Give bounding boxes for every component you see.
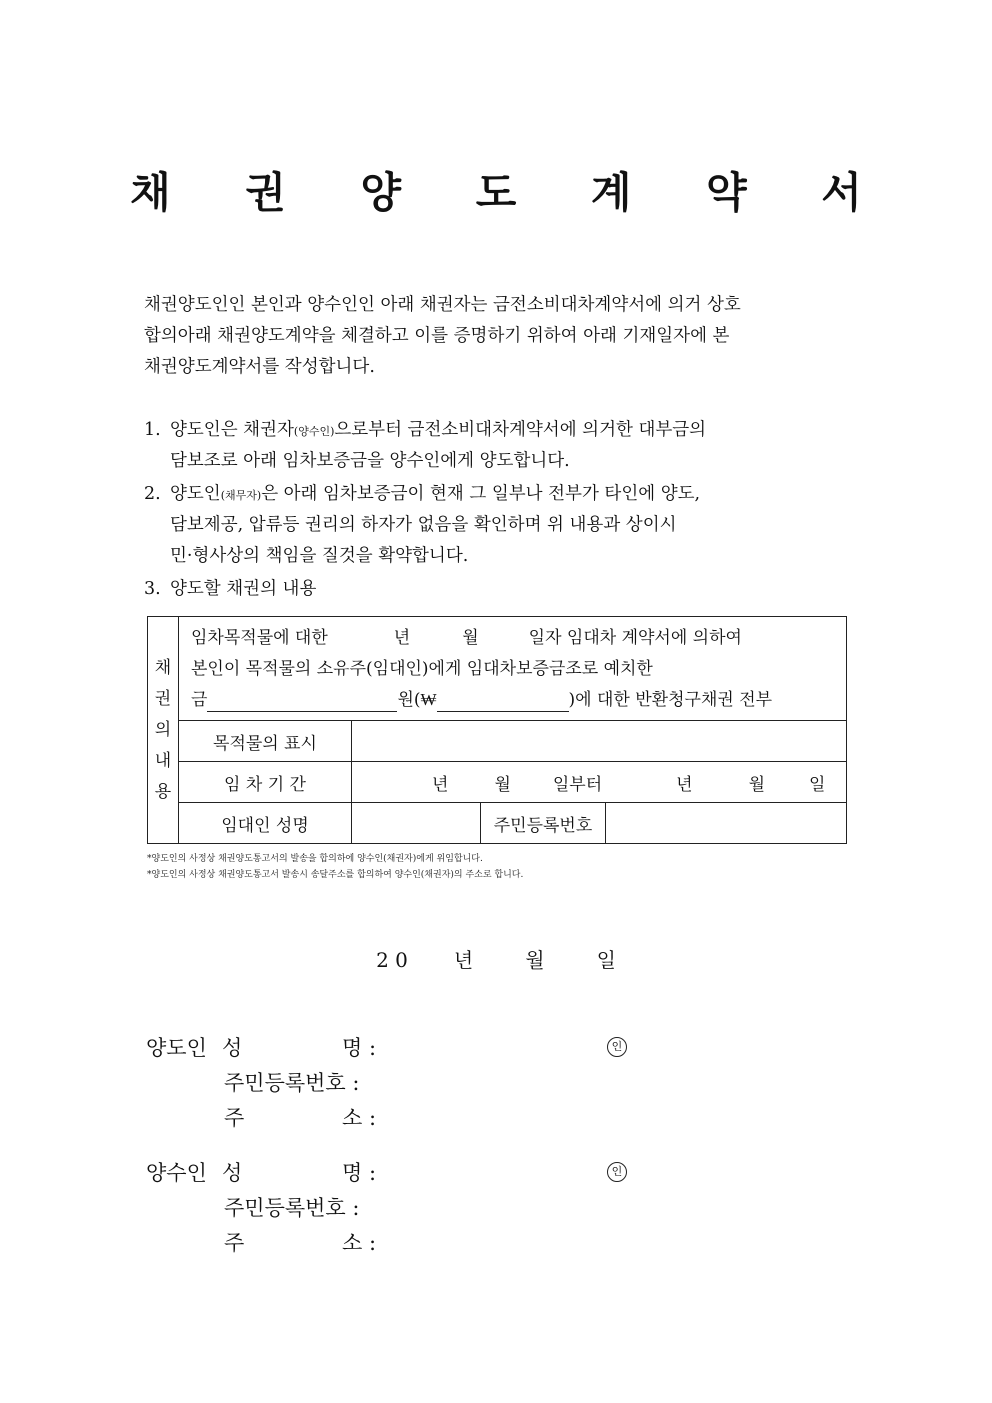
seal-icon: 인 [607,1037,627,1057]
clause-2-line3: 민·형사상의 책임을 질것을 확약합니다. [170,546,469,566]
clause-3 [144,574,316,605]
assignor-name-label-a: 성 [222,1036,243,1060]
assignee-seal[interactable] [607,1160,627,1182]
clause-text: 양도인 [170,484,221,504]
claim-table [147,616,847,844]
lessor-id-label: 주민등록번호 [481,803,606,844]
assignee-name-label-b: 명 : [342,1161,377,1185]
assignee-role: 양수인 [146,1161,207,1185]
claim-description [179,617,847,721]
assignee-id-label: 주민등록번호 : [224,1196,360,1220]
lease-period-label: 임 차 기 간 [179,762,352,803]
lease-period-field[interactable]: 년 월 일부터 년 월 일 [352,762,847,803]
note-2: *양도인의 사정상 채권양도통고서 발송시 송달주소를 합의하여 양수인(채권자)의 주소로 합니다. [147,870,524,880]
intro-paragraph [144,290,856,383]
clause-note: (채무자) [220,489,262,502]
intro-line: 합의아래 채권양도계약을 체결하고 이를 증명하기 위하여 아래 기재일자에 본 [144,326,730,346]
document-title: 채 권 양 도 계 약 서 [130,168,892,217]
clause-text: 으로부터 금전소비대차계약서에 의거한 대부금의 [334,420,707,440]
description-line: 임차목적물에 대한 년 월 일자 임대차 계약서에 의하여 [191,628,742,648]
seal-icon: 인 [607,1162,627,1182]
side-label: 채 권 의 내 용 [148,617,179,844]
clause-text: 양도할 채권의 내용 [170,579,317,599]
amount-won-field[interactable] [437,693,569,712]
clause-note: (양수인) [293,425,335,438]
clause-2 [144,479,700,511]
lessor-id-field[interactable] [606,803,847,844]
intro-line: 채권양도인인 본인과 양수인인 아래 채권자는 금전소비대차계약서에 의거 상호 [144,295,741,315]
contract-date: 2 0 년 월 일 [376,948,616,972]
clause-text: 양도인은 채권자 [170,420,294,440]
assignor-id-label: 주민등록번호 : [224,1071,360,1095]
clause-number: 1. [144,420,161,440]
intro-line: 채권양도계약서를 작성합니다. [144,357,375,377]
assignee-name-label-a: 성 [222,1161,243,1185]
assignee-address-label-b: 소 : [342,1231,377,1255]
assignor-address-label-a: 주 [224,1106,245,1130]
clause-number: 3. [144,579,161,599]
clause-2-line2: 담보제공, 압류등 권리의 하자가 없음을 확인하며 위 내용과 상이시 [170,515,677,535]
property-field[interactable] [352,721,847,762]
assignor-role: 양도인 [146,1036,207,1060]
assignor-name-label-b: 명 : [342,1036,377,1060]
lessor-name-field[interactable] [352,803,481,844]
clause-1-line2: 담보조로 아래 임차보증금을 양수인에게 양도합니다. [170,451,570,471]
description-line: 금 원(₩ )에 대한 반환청구채권 전부 [191,690,773,710]
note-1: *양도인의 사정상 채권양도통고서의 발송을 합의하에 양수인(채권자)에게 위임합니다. [147,854,483,864]
clause-text: 은 아래 임차보증금이 현재 그 일부나 전부가 타인에 양도, [261,484,701,504]
assignee-address-label-a: 주 [224,1231,245,1255]
description-line: 본인이 목적물의 소유주(임대인)에게 임대차보증금조로 예치한 [191,659,653,679]
amount-field[interactable] [207,693,397,712]
lessor-name-label: 임대인 성명 [179,803,352,844]
clause-1 [144,415,706,447]
property-label: 목적물의 표시 [179,721,352,762]
clause-number: 2. [144,484,161,504]
assignor-seal[interactable] [607,1035,627,1057]
assignor-address-label-b: 소 : [342,1106,377,1130]
